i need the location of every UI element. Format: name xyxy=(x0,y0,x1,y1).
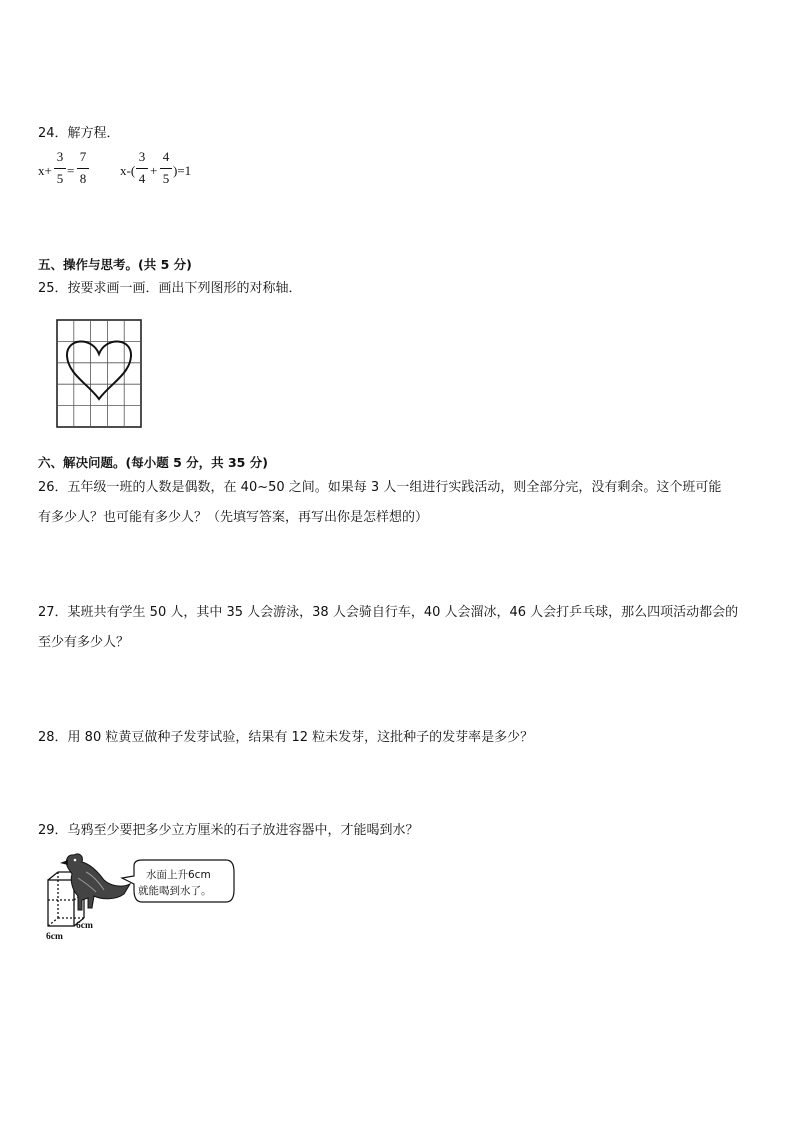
q27-line-1: 27．某班共有学生 50 人，其中 35 人会游泳，38 人会骑自行车，40 人会溜冰，46 人会打乒乓球，那么四项活动都会的 xyxy=(38,605,739,620)
eq2-numerator-1: 3 xyxy=(138,149,146,164)
label-depth: 6cm xyxy=(76,921,93,931)
eq1-denominator-1: 5 xyxy=(56,171,64,186)
crow-container-illustration xyxy=(38,850,238,942)
q25-text: 25．按要求画一画．画出下列图形的对称轴． xyxy=(38,281,302,296)
eq2-fraction-1 xyxy=(136,150,148,188)
eq2-denominator-2: 5 xyxy=(162,171,170,186)
q26-line-1: 26．五年级一班的人数是偶数，在 40~50 之间。如果每 3 人一组进行实践活动，则全部分完，没有剩余。这个班可能 xyxy=(38,480,722,495)
section-6-title: 六、解决问题。(每小题 5 分，共 35 分) xyxy=(38,455,268,470)
eq1-equals: = xyxy=(67,163,75,178)
eq2-prefix: x-( xyxy=(120,163,136,178)
bubble-line-1: 水面上升6cm xyxy=(146,869,211,881)
eq2-plus: + xyxy=(150,163,158,178)
eq2-numerator-2: 4 xyxy=(162,149,170,164)
eq1-numerator-2: 7 xyxy=(79,149,87,164)
eq1-fraction-1 xyxy=(54,150,66,188)
q29-text: 29．乌鸦至少要把多少立方厘米的石子放进容器中，才能喝到水？ xyxy=(38,823,419,838)
eq2-fraction-2 xyxy=(160,150,172,188)
grid-border xyxy=(57,320,141,427)
eq1-numerator-1: 3 xyxy=(56,149,64,164)
q28-text: 28．用 80 粒黄豆做种子发芽试验，结果有 12 粒未发芽，这批种子的发芽率是多少？ xyxy=(38,730,534,745)
q27-line-2: 至少有多少人？ xyxy=(38,635,130,650)
bubble-line-2: 就能喝到水了。 xyxy=(138,885,212,897)
label-width: 6cm xyxy=(46,932,63,942)
q26-line-2: 有多少人？也可能有多少人？（先填写答案，再写出你是怎样想的） xyxy=(38,510,429,525)
eq1-denominator-2: 8 xyxy=(79,171,87,186)
section-5-title: 五、操作与思考。(共 5 分) xyxy=(38,257,192,272)
heart-grid-figure xyxy=(52,318,144,430)
q24-title: 24．解方程． xyxy=(38,126,120,141)
eq1-fraction-2 xyxy=(77,150,89,188)
eq2-denominator-1: 4 xyxy=(138,171,146,186)
crow-icon xyxy=(60,854,130,910)
eq2-suffix: )=1 xyxy=(173,163,192,178)
eq1-prefix: x+ xyxy=(38,163,52,178)
